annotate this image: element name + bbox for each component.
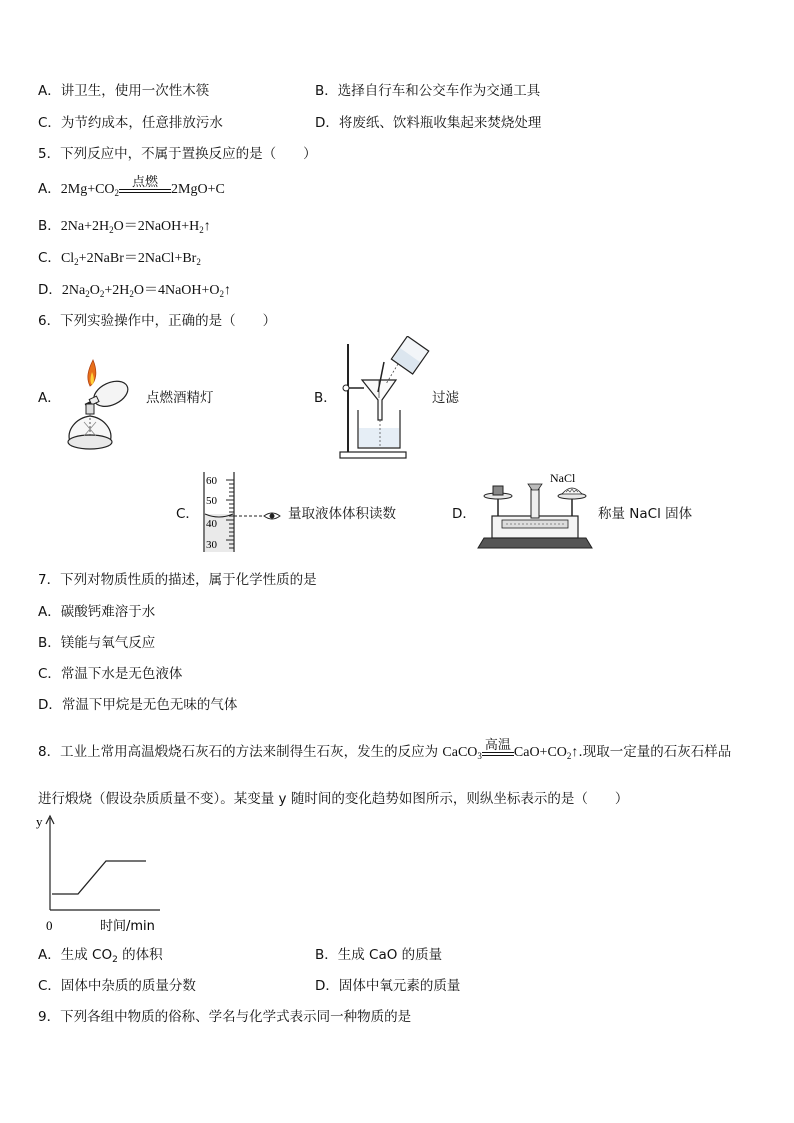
q6-option-c-label: C． <box>176 506 199 522</box>
q6-option-d-label: D． <box>452 506 476 522</box>
q5-option-d: D．$2Na_2O_2+2H_2O=4NaOH+O_2↑$ <box>38 282 232 299</box>
q8-option-c: C．固体中杂质的质量分数 <box>38 978 196 994</box>
q5-stem: 5．下列反应中，不属于置换反应的是（ ） <box>38 146 317 162</box>
q8-option-d: D．固体中氧元素的质量 <box>315 978 461 994</box>
balance-scale-illustration <box>476 466 594 558</box>
alcohol-lamp-illustration <box>60 352 140 462</box>
graph-origin-label: 0 <box>46 918 53 933</box>
q6-option-a-caption: 点燃酒精灯 <box>146 390 214 406</box>
q5-option-c: C．$Cl_2+2NaBr=2NaCl+Br_2$ <box>38 250 201 267</box>
trend-line <box>52 861 146 894</box>
graph-x-label: 时间/min <box>100 919 155 934</box>
q8-stem-line1: 8．工业上常用高温煅烧石灰石的方法来制得生石灰，发生的反应为 CaCO$_3$ 高温 $CaO+CO_2↑$.现取一定量的石灰石样品 <box>38 738 732 761</box>
filtration-apparatus-illustration <box>336 336 432 462</box>
q8-stem-line2: 进行煅烧（假设杂质质量不变）。某变量 y 随时间的变化趋势如图所示，则纵坐标表示的是（ ） <box>38 791 629 807</box>
q7-option-c: C．常温下水是无色液体 <box>38 666 183 682</box>
q6-option-c-caption: 量取液体体积读数 <box>288 506 396 522</box>
q5-option-a: A．$2Mg+CO_2$ 点燃 2MgO+C <box>38 175 225 198</box>
cylinder-tick-60: 60 <box>206 475 217 487</box>
q7-stem: 7．下列对物质性质的描述，属于化学性质的是 <box>38 572 317 588</box>
q4-option-a: A．讲卫生，使用一次性木筷 <box>38 83 210 99</box>
condition-arrow: 高温 <box>482 752 514 762</box>
graduated-cylinder-illustration <box>200 470 286 554</box>
q5-option-b: B．$2Na+2H_2O=2NaOH+H_2↑$ <box>38 218 211 235</box>
q9-stem: 9．下列各组中物质的俗称、学名与化学式表示同一种物质的是 <box>38 1009 412 1025</box>
q6-option-b-label: B． <box>314 390 337 406</box>
condition-arrow: 点燃 <box>119 189 171 199</box>
q8-option-b: B．生成 CaO 的质量 <box>315 947 443 963</box>
q8-trend-graph <box>30 810 170 936</box>
nacl-tag: NaCl <box>550 471 576 485</box>
q4-option-b: B．选择自行车和公交车作为交通工具 <box>315 83 541 99</box>
q6-option-a-label: A． <box>38 390 61 406</box>
q6-option-d-caption: 称量 NaCl 固体 <box>598 506 693 522</box>
q7-option-b: B．镁能与氧气反应 <box>38 635 156 651</box>
cylinder-tick-50: 50 <box>206 495 217 507</box>
q8-option-a: A．生成 $CO_2$ 的体积 <box>38 947 163 965</box>
graph-y-label: y <box>36 814 43 829</box>
q7-option-d: D．常温下甲烷是无色无味的气体 <box>38 697 238 713</box>
q6-option-b-caption: 过滤 <box>432 390 459 406</box>
cylinder-tick-30: 30 <box>206 539 217 551</box>
q6-stem: 6．下列实验操作中，正确的是（ ） <box>38 313 277 329</box>
q4-option-c: C．为节约成本，任意排放污水 <box>38 115 223 131</box>
cylinder-tick-40: 40 <box>206 518 217 530</box>
q7-option-a: A．碳酸钙难溶于水 <box>38 604 156 620</box>
q4-option-d: D．将废纸、饮料瓶收集起来焚烧处理 <box>315 115 542 131</box>
